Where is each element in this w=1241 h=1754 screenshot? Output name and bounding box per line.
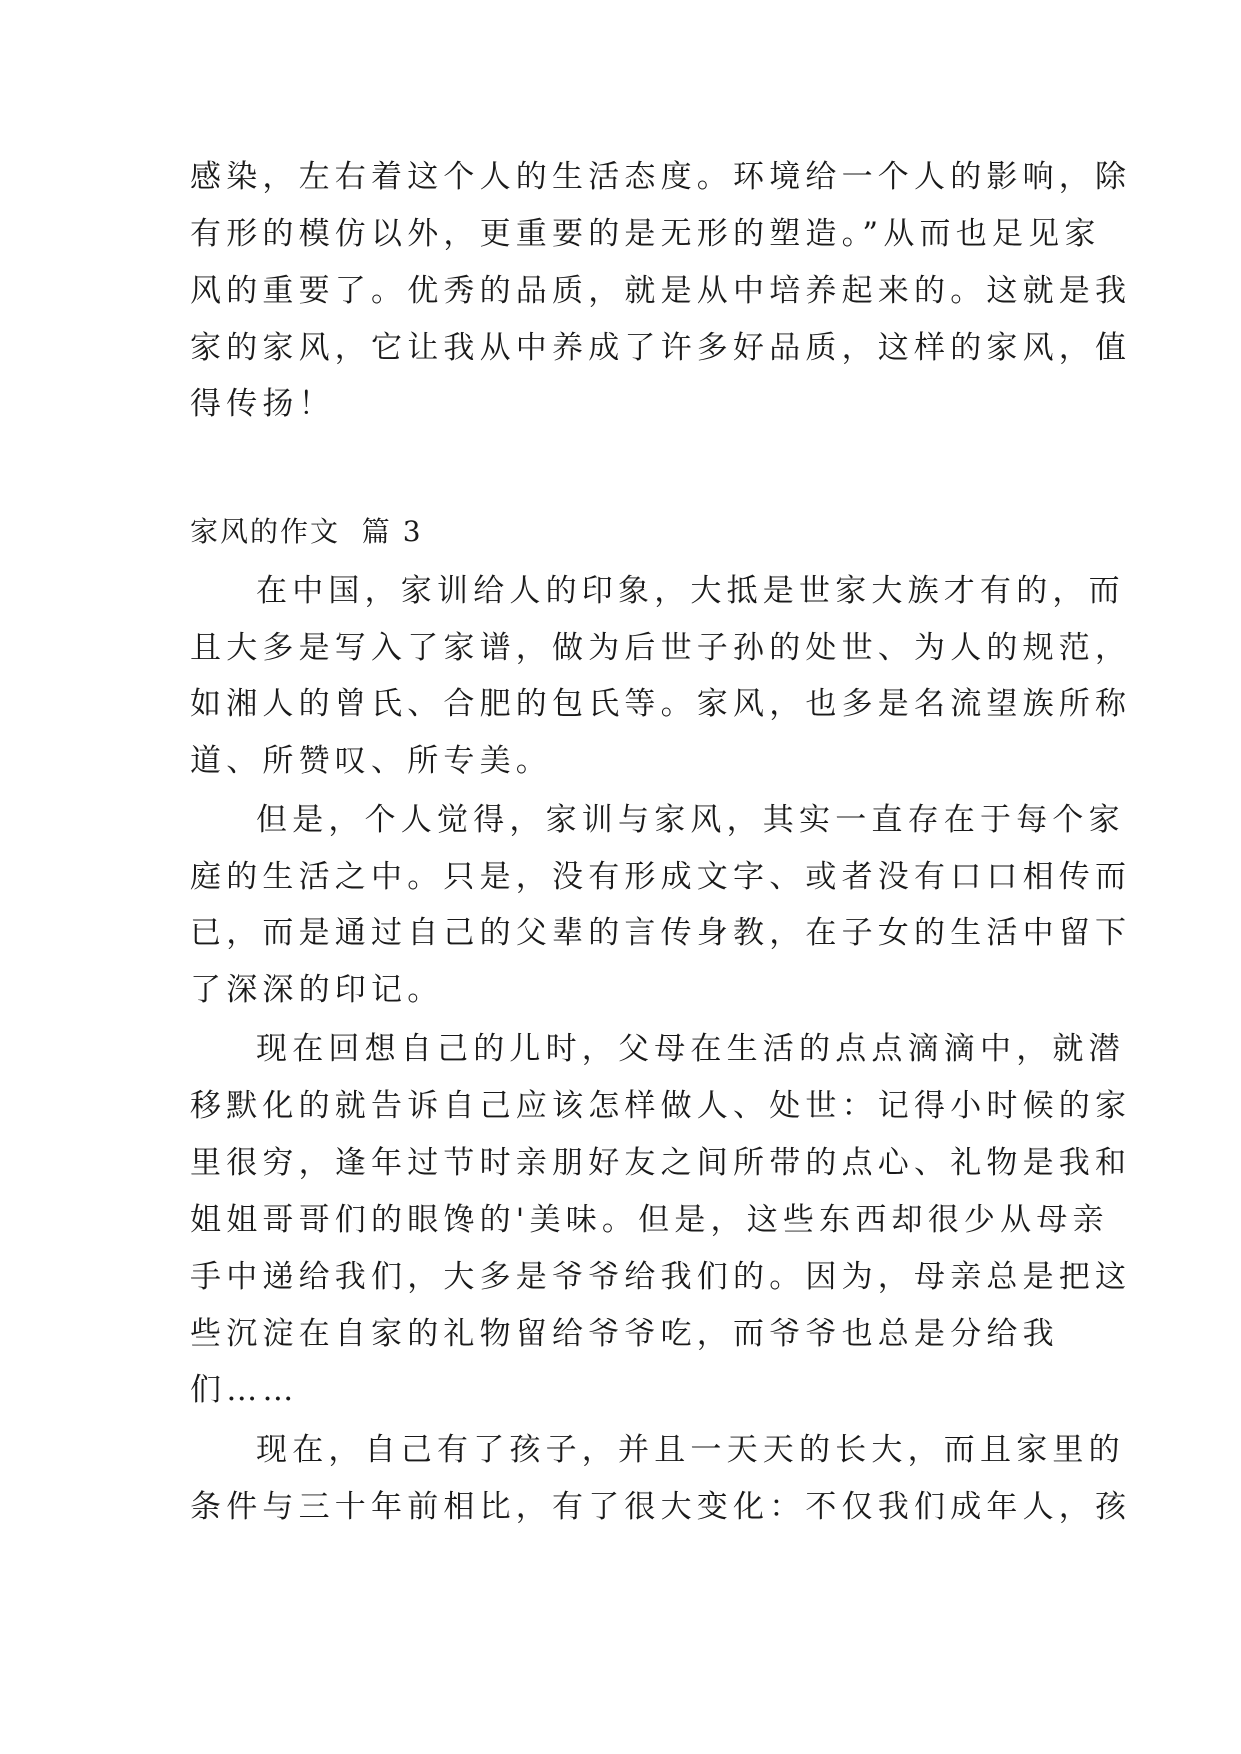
text-line: 得传扬！ [190, 386, 335, 422]
text-line: 了深深的印记。 [190, 972, 444, 1008]
text-line: 些沉淀在自家的礼物留给爷爷吃，而爷爷也总是分给我 [190, 1316, 1059, 1352]
section-heading: 家风的作文 篇 3 [190, 515, 423, 548]
text-line: 手中递给我们，大多是爷爷给我们的。因为，母亲总是把这 [190, 1259, 1132, 1295]
text-line: 在中国，家训给人的印象，大抵是世家大族才有的，而 [256, 573, 1125, 609]
text-line: 且大多是写入了家谱，做为后世子孙的处世、为人的规范， [190, 630, 1132, 666]
text-line: 条件与三十年前相比，有了很大变化：不仅我们成年人，孩 [190, 1489, 1132, 1525]
text-line: 已，而是通过自己的父辈的言传身教，在子女的生活中留下 [190, 915, 1132, 951]
text-line: 家的家风，它让我从中养成了许多好品质，这样的家风，值 [190, 330, 1132, 366]
text-line: 现在回想自己的儿时，父母在生活的点点滴滴中，就潜 [256, 1031, 1125, 1067]
text-line: 感染，左右着这个人的生活态度。环境给一个人的影响，除 [190, 159, 1132, 195]
text-line: 姐姐哥哥们的眼馋的'美味。但是，这些东西却很少从母亲 [190, 1202, 1109, 1238]
text-line: 如湘人的曾氏、合肥的包氏等。家风，也多是名流望族所称 [190, 686, 1132, 722]
text-line: 但是，个人觉得，家训与家风，其实一直存在于每个家 [256, 802, 1125, 838]
text-line: 道、所赞叹、所专美。 [190, 743, 552, 779]
text-line: 庭的生活之中。只是，没有形成文字、或者没有口口相传而 [190, 859, 1132, 895]
text-line: 有形的模仿以外，更重要的是无形的塑造。”从而也足见家 [190, 216, 1101, 252]
text-line: 们…… [190, 1372, 299, 1408]
text-line: 风的重要了。优秀的品质，就是从中培养起来的。这就是我 [190, 273, 1132, 309]
text-line: 移默化的就告诉自己应该怎样做人、处世：记得小时候的家 [190, 1088, 1132, 1124]
text-line: 里很穷，逢年过节时亲朋好友之间所带的点心、礼物是我和 [190, 1145, 1132, 1181]
text-line: 现在，自己有了孩子，并且一天天的长大，而且家里的 [256, 1432, 1125, 1468]
